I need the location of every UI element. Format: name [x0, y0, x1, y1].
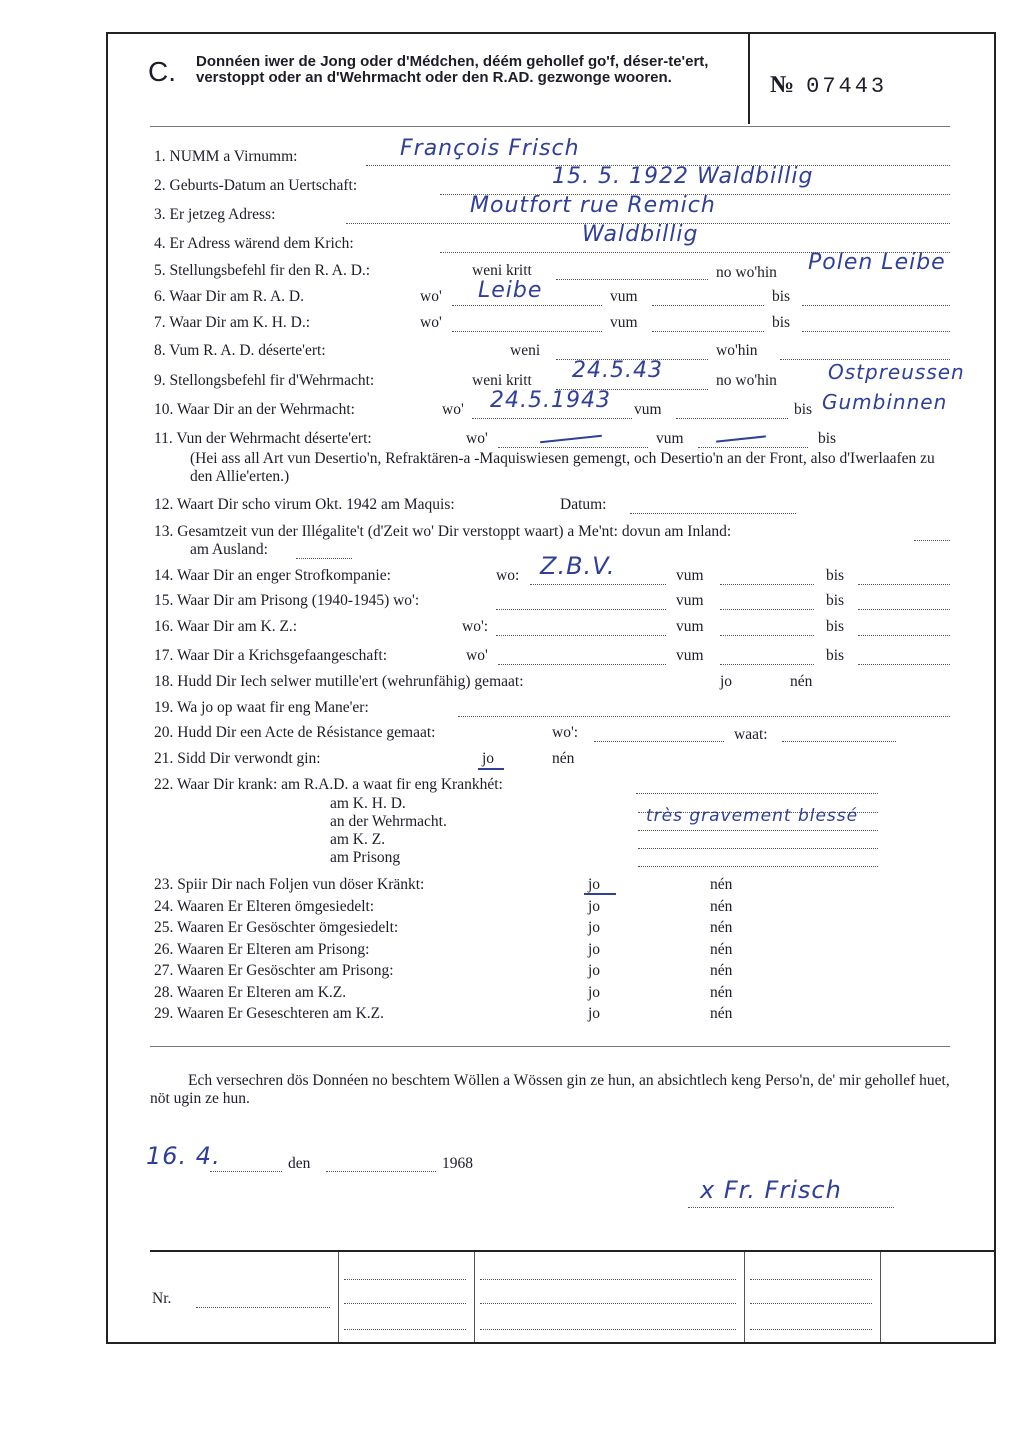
footer-cell-1b[interactable] [344, 1302, 466, 1304]
row-16-from: vum [676, 618, 704, 635]
footer-cell-2c[interactable] [480, 1328, 736, 1330]
row-7-label: 7. Waar Dir am K. H. D.: [154, 314, 311, 331]
row-15-to: bis [826, 592, 845, 609]
footer-cell-3c[interactable] [750, 1328, 872, 1330]
row-11-from: vum [656, 430, 684, 447]
row-26-label: 26. Waaren Er Elteren am Prisong: [154, 941, 370, 958]
signature-field[interactable] [688, 1206, 894, 1208]
row-23-yes[interactable]: jo [588, 876, 601, 893]
row-11-to: bis [818, 430, 837, 447]
row-6-where: wo' [420, 288, 442, 305]
row-7-where: wo' [420, 314, 442, 331]
row-22-wehrmacht-field[interactable] [638, 829, 878, 831]
row-18-no[interactable]: nén [790, 673, 813, 690]
row-22-kz: am K. Z. [330, 831, 386, 848]
row-20-label: 20. Hudd Dir een Acte de Résistance gemaat: [154, 724, 436, 741]
row-22-khd: am K. H. D. [330, 795, 406, 812]
row-28-yes[interactable]: jo [588, 984, 601, 1001]
row-3-value: Moutfort rue Remich [470, 193, 716, 218]
row-7-to: bis [772, 314, 791, 331]
row-11-label: 11. Vun der Wehrmacht déserte'ert: [154, 430, 372, 447]
row-7-where-field[interactable] [452, 330, 602, 332]
date-month-field[interactable] [326, 1170, 436, 1172]
row-9-value: 24.5.43 [572, 358, 663, 383]
row-22-wehrmacht: an der Wehrmacht. [330, 813, 447, 830]
row-25-label: 25. Waaren Er Gesöschter ömgesiedelt: [154, 919, 399, 936]
row-17-from-field[interactable] [720, 663, 814, 665]
row-10-label: 10. Waar Dir an der Wehrmacht: [154, 401, 355, 418]
footer-cell-3b[interactable] [750, 1302, 872, 1304]
row-26-no[interactable]: nén [710, 941, 733, 958]
row-16-where: wo': [462, 618, 489, 635]
row-13-abroad: am Ausland: [190, 541, 268, 558]
row-27-label: 27. Waaren Er Gesöschter am Prisong: [154, 962, 394, 979]
row-15-from: vum [676, 592, 704, 609]
date-den: den [288, 1155, 311, 1172]
row-13-inland-field[interactable] [914, 539, 950, 541]
row-10-where-field[interactable] [472, 417, 632, 419]
row-1-value: François Frisch [400, 136, 580, 161]
row-14-value: Z.B.V. [540, 552, 616, 580]
row-5-label: 5. Stellungsbefehl fir den R. A. D.: [154, 262, 371, 279]
row-20-what: waat: [734, 726, 768, 743]
section-letter: C. [148, 56, 176, 87]
row-22-label: 22. Waar Dir krank: am R.A.D. a waat fir eng Krankhét: [154, 776, 503, 793]
form-title: Donnéen iwer de Jong oder d'Médchen, déém gehollef go'f, déser-te'ert, verstoppt oder an d'Wehrmacht oder den R.AD. gezwonge wooren. [196, 53, 709, 86]
footer-col-3 [744, 1252, 745, 1342]
row-2-label: 2. Geburts-Datum an Uertschaft: [154, 177, 358, 194]
declaration-rule [150, 1046, 950, 1047]
row-24-yes[interactable]: jo [588, 898, 601, 915]
row-16-where-field[interactable] [496, 634, 666, 636]
footer-cell-2b[interactable] [480, 1302, 736, 1304]
row-16-to-field[interactable] [858, 634, 950, 636]
row-29-label: 29. Waaren Er Geseschteren am K.Z. [154, 1005, 385, 1022]
row-5-value: Polen Leibe [808, 250, 946, 275]
row-22-value: très gravement blessé [646, 806, 859, 826]
row-6-to-field[interactable] [802, 304, 950, 306]
row-13-abroad-field[interactable] [296, 557, 352, 559]
footer-col-4 [880, 1252, 881, 1342]
row-17-where-field[interactable] [498, 663, 666, 665]
row-22-kz-field[interactable] [638, 847, 878, 849]
row-19-label: 19. Wa jo op waat fir eng Mane'er: [154, 699, 369, 716]
row-7-to-field[interactable] [802, 330, 950, 332]
row-11-where-field[interactable] [498, 446, 648, 448]
form-number [770, 72, 887, 99]
number-value: 07443 [806, 74, 888, 99]
row-17-to-field[interactable] [858, 663, 950, 665]
row-20-where: wo': [552, 724, 579, 741]
row-10-from: vum [634, 401, 662, 418]
row-22-prisong: am Prisong [330, 849, 401, 866]
row-11-where: wo' [466, 430, 488, 447]
row-23-yes-mark [584, 893, 616, 895]
row-15-label: 15. Waar Dir am Prisong (1940-1945) wo': [154, 592, 420, 609]
row-6-to: bis [772, 288, 791, 305]
row-7-from: vum [610, 314, 638, 331]
row-1-label: 1. NUMM a Virnumm: [154, 148, 298, 165]
row-15-from-field[interactable] [720, 608, 814, 610]
footer-nr-field[interactable] [196, 1306, 330, 1308]
row-14-from-field[interactable] [720, 583, 814, 585]
row-5-when: weni kritt [472, 262, 532, 279]
row-2-value: 15. 5. 1922 Waldbillig [552, 164, 814, 189]
row-21-no[interactable]: nén [552, 750, 575, 767]
row-6-where-field[interactable] [452, 304, 602, 306]
row-12-date-field[interactable] [630, 512, 796, 514]
row-21-yes[interactable]: jo [482, 750, 495, 767]
row-6-label: 6. Waar Dir am R. A. D. [154, 288, 304, 305]
footer-col-1 [338, 1252, 339, 1342]
row-14-where: wo: [496, 567, 520, 584]
row-10-to: bis [794, 401, 813, 418]
row-18-label: 18. Hudd Dir Iech selwer mutille'ert (wehrunfähig) gemaat: [154, 673, 524, 690]
row-18-yes[interactable]: jo [720, 673, 733, 690]
row-14-from: vum [676, 567, 704, 584]
row-22-rad-field[interactable] [636, 792, 878, 794]
row-9-label: 9. Stellongsbefehl fir d'Wehrmacht: [154, 372, 375, 389]
row-16-to: bis [826, 618, 845, 635]
row-23-no[interactable]: nén [710, 876, 733, 893]
number-sign: № [770, 72, 797, 98]
row-4-label: 4. Er Adress wärend dem Krich: [154, 235, 354, 252]
row-10-from-field[interactable] [676, 417, 788, 419]
footer-cell-2a[interactable] [480, 1278, 736, 1280]
date-value: 16. 4. [146, 1142, 221, 1170]
row-10-where: wo' [442, 401, 464, 418]
footer-cell-1a[interactable] [344, 1278, 466, 1280]
row-12-date: Datum: [560, 496, 607, 513]
row-25-yes[interactable]: jo [588, 919, 601, 936]
footer-cell-1c[interactable] [344, 1328, 466, 1330]
row-25-no[interactable]: nén [710, 919, 733, 936]
row-16-label: 16. Waar Dir am K. Z.: [154, 618, 298, 635]
row-5-where: no wo'hin [716, 264, 777, 281]
footer-rule [150, 1250, 994, 1252]
row-7-from-field[interactable] [652, 330, 764, 332]
row-14-label: 14. Waar Dir an enger Strofkompanie: [154, 567, 391, 584]
date-field[interactable] [210, 1170, 282, 1172]
row-8-label: 8. Vum R. A. D. déserte'ert: [154, 342, 326, 359]
row-23-label: 23. Spiir Dir nach Foljen vun döser Kränkt: [154, 876, 425, 893]
row-14-where-field[interactable] [530, 583, 666, 585]
row-15-where-field[interactable] [496, 608, 666, 610]
row-12-label: 12. Waart Dir scho virum Okt. 1942 am Maquis: [154, 496, 455, 513]
row-4-value: Waldbillig [582, 222, 699, 247]
row-5-when-field[interactable] [556, 278, 708, 280]
row-11-note: (Hei ass all Art vun Desertio'n, Refraktären-a -Maquiswiesen gemengt, och Desertio'n an der Front, also d'Iwerlaafen zu den Allie'erten.) [190, 450, 935, 485]
row-17-where: wo' [466, 647, 488, 664]
header-divider [748, 34, 750, 124]
row-27-yes[interactable]: jo [588, 962, 601, 979]
row-6-from-field[interactable] [652, 304, 764, 306]
row-8-when: weni [510, 342, 541, 359]
row-16-from-field[interactable] [720, 634, 814, 636]
row-17-label: 17. Waar Dir a Krichsgefaangeschaft: [154, 647, 388, 664]
row-9-when: weni kritt [472, 372, 532, 389]
footer-nr-label: Nr. [152, 1290, 172, 1307]
row-6-value: Leibe [478, 278, 543, 303]
row-27-no[interactable]: nén [710, 962, 733, 979]
row-29-no[interactable]: nén [710, 1005, 733, 1022]
row-19-field[interactable] [458, 715, 950, 717]
declaration-text: Ech versechren dös Donnéen no beschtem Wöllen a Wössen gin ze hun, an absichtlech keng Perso'n, de' mir gehollef huet, nöt ugin ze hun. [150, 1072, 950, 1107]
footer-cell-3a[interactable] [750, 1278, 872, 1280]
row-20-where-field[interactable] [594, 740, 724, 742]
row-28-label: 28. Waaren Er Elteren am K.Z. [154, 984, 347, 1001]
row-14-to-field[interactable] [858, 583, 950, 585]
row-8-where: wo'hin [716, 342, 758, 359]
row-11-from-field[interactable] [698, 446, 808, 448]
row-14-to: bis [826, 567, 845, 584]
row-15-to-field[interactable] [858, 608, 950, 610]
row-10-value: 24.5.1943 [490, 388, 611, 413]
row-17-to: bis [826, 647, 845, 664]
row-21-label: 21. Sidd Dir verwondt gin: [154, 750, 321, 767]
row-13-label: 13. Gesamtzeit vun der Illégalite't (d'Zeit wo' Dir verstoppt waart) a Me'nt: dovun am Inland: [154, 523, 732, 540]
row-20-what-field[interactable] [782, 740, 896, 742]
header-rule [150, 126, 950, 127]
signature: x Fr. Frisch [700, 1176, 842, 1204]
row-24-label: 24. Waaren Er Elteren ömgesiedelt: [154, 898, 375, 915]
row-9-value-2: Ostpreussen [828, 360, 965, 384]
row-26-yes[interactable]: jo [588, 941, 601, 958]
row-3-label: 3. Er jetzeg Adress: [154, 206, 276, 223]
row-28-no[interactable]: nén [710, 984, 733, 1001]
row-22-prisong-field[interactable] [638, 865, 878, 867]
row-29-yes[interactable]: jo [588, 1005, 601, 1022]
row-10-value-2: Gumbinnen [822, 390, 948, 414]
date-year: 1968 [442, 1155, 473, 1172]
row-17-from: vum [676, 647, 704, 664]
row-21-yes-mark [478, 768, 504, 770]
row-9-where: no wo'hin [716, 372, 777, 389]
row-6-from: vum [610, 288, 638, 305]
row-24-no[interactable]: nén [710, 898, 733, 915]
footer-col-2 [474, 1252, 475, 1342]
